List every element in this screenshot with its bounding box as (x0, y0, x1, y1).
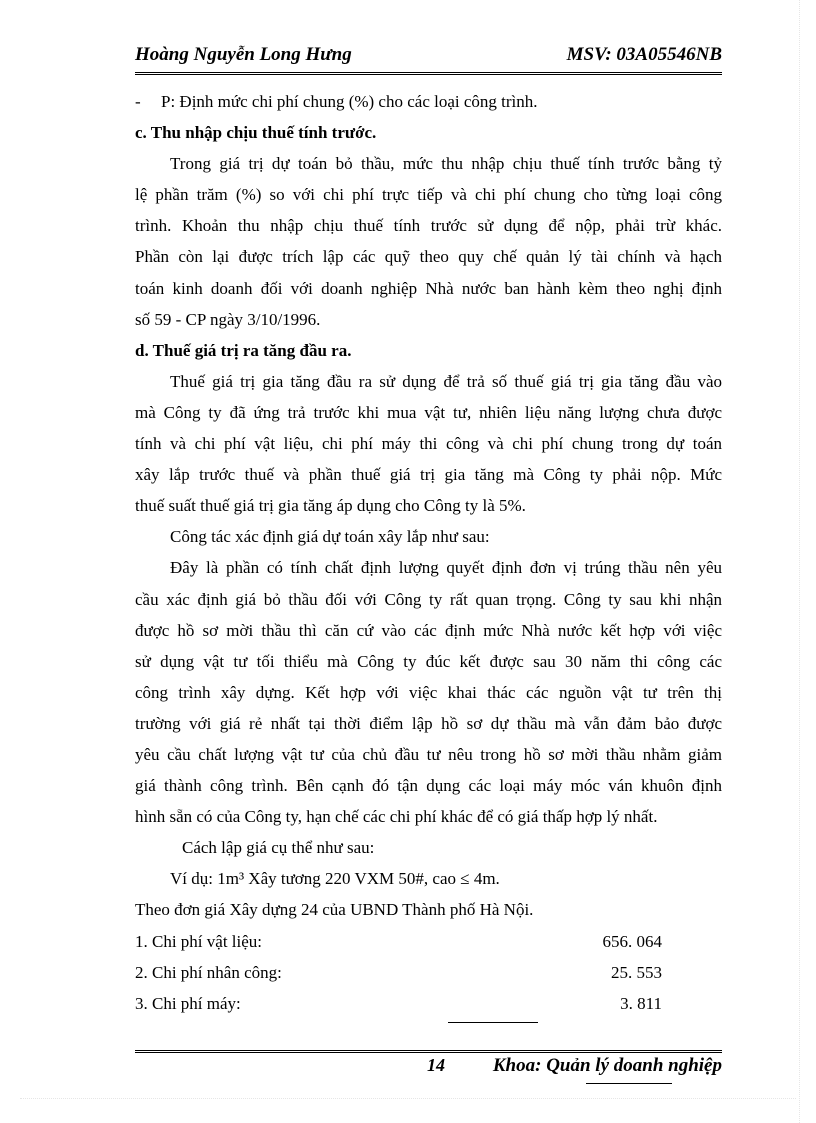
footer-divider (135, 1050, 722, 1054)
paragraph-line (135, 490, 722, 521)
cost-row (135, 988, 722, 1019)
paragraph-line (135, 428, 722, 459)
cost-value: 3. 811 (620, 993, 662, 1013)
sum-underline (448, 1022, 538, 1023)
line-text: hình sẵn có của Công ty, hạn chế các chi phí khác để có giá thấp hợp lý nhất. (135, 807, 658, 827)
paragraph-line (135, 677, 722, 708)
line-text: Ví dụ: 1m³ Xây tương 220 VXM 50#, cao ≤ 4m. (170, 869, 500, 889)
section-heading (135, 117, 722, 148)
page-edge-guide (20, 1098, 796, 1099)
paragraph-line (135, 397, 722, 428)
paragraph-line (135, 86, 722, 117)
line-text: P: Định mức chi phí chung (%) cho các loại công trình. (161, 92, 538, 111)
line-text: giá thành công trình. Bên cạnh đó tận dụng các loại máy móc ván khuôn định (135, 776, 722, 796)
paragraph-line (135, 552, 722, 583)
paragraph-line (135, 366, 722, 397)
paragraph-line (135, 304, 722, 335)
line-text: mà Công ty đã ứng trả trước khi mua vật tư, nhiên liệu năng lượng chưa được (135, 402, 722, 422)
cost-label: 2. Chi phí nhân công: (135, 962, 282, 982)
cost-row (135, 926, 722, 957)
cost-label: 1. Chi phí vật liệu: (135, 931, 263, 951)
line-text: xây lắp trước thuế và phần thuế giá trị gia tăng mà Công ty phải nộp. Mức (135, 465, 722, 485)
line-text: yêu cầu chất lượng vật tư của chủ đầu tư nêu trong hồ sơ mời thầu nhằm giảm (135, 744, 722, 764)
paragraph-line (135, 801, 722, 832)
paragraph-line (135, 584, 722, 615)
page-footer (135, 1055, 722, 1083)
page-number: 14 (427, 1055, 445, 1075)
section-heading (135, 335, 722, 366)
line-text: được hồ sơ mời thầu thì căn cứ vào các định mức Nhà nước kết hợp với việc (135, 620, 722, 640)
faculty-name: Khoa: Quản lý doanh nghiệp (492, 1055, 722, 1076)
line-text: Cách lập giá cụ thể như sau: (182, 838, 375, 858)
paragraph-line (135, 148, 722, 179)
cost-label: 3. Chi phí máy: (135, 993, 241, 1013)
paragraph-line (135, 739, 722, 770)
line-text: số 59 - CP ngày 3/10/1996. (135, 309, 321, 329)
line-text: Phần còn lại được trích lập các quỹ theo quy chế quản lý tài chính và hạch (135, 247, 722, 267)
paragraph-line (135, 521, 722, 552)
paragraph-line (135, 210, 722, 241)
paragraph-line (135, 241, 722, 272)
paragraph-line (135, 646, 722, 677)
line-text: tính và chi phí vật liệu, chi phí máy thi công và chi phí chung trong dự toán (135, 434, 722, 454)
paragraph-line (135, 894, 722, 925)
paragraph-line (135, 459, 722, 490)
paragraph-line (135, 708, 722, 739)
line-text: thuế suất thuế giá trị gia tăng áp dụng cho Công ty là 5%. (135, 496, 526, 516)
line-text: lệ phần trăm (%) so với chi phí trực tiếp và chi phí chung cho từng loại công (135, 185, 722, 205)
page-edge-guide-vertical (799, 0, 800, 1123)
line-text: công trình xây dựng. Kết hợp với việc khai thác các nguồn vật tư trên thị (135, 682, 722, 702)
line-text: Đây là phần có tính chất định lượng quyết định đơn vị trúng thầu nên yêu (170, 558, 722, 578)
author-name: Hoàng Nguyễn Long Hưng (135, 44, 352, 65)
paragraph-line (135, 770, 722, 801)
cost-value: 25. 553 (611, 962, 662, 982)
cost-row (135, 957, 722, 988)
header-divider (135, 72, 722, 76)
line-text: trường với giá rẻ nhất tại thời điểm lập hồ sơ dự thầu mà vẫn đảm bảo được (135, 713, 722, 733)
document-body (135, 86, 722, 1019)
line-text: trình. Khoản thu nhập chịu thuế tính trước sử dụng để nộp, phải trừ khác. (135, 216, 722, 236)
line-text: Theo đơn giá Xây dựng 24 của UBND Thành phố Hà Nội. (135, 900, 534, 920)
line-text: Thuế giá trị gia tăng đầu ra sử dụng để trả số thuế giá trị gia tăng đầu vào (170, 371, 722, 391)
paragraph-line (135, 273, 722, 304)
line-text: c. Thu nhập chịu thuế tính trước. (135, 123, 377, 143)
paragraph-line (135, 832, 722, 863)
paragraph-line (135, 179, 722, 210)
paragraph-line (135, 615, 722, 646)
line-text: d. Thuế giá trị ra tăng đầu ra. (135, 340, 352, 360)
line-text: toán kinh doanh đối với doanh nghiệp Nhà nước ban hành kèm theo nghị định (135, 278, 722, 298)
student-id: MSV: 03A05546NB (566, 44, 722, 65)
line-text: Trong giá trị dự toán bỏ thầu, mức thu nhập chịu thuế tính trước bằng tỷ (170, 154, 722, 174)
page-header (135, 44, 722, 70)
line-text: sử dụng vật tư tối thiểu mà Công ty đúc kết được sau 30 năm thi công các (135, 651, 722, 671)
line-text: Công tác xác định giá dự toán xây lắp như sau: (170, 527, 490, 547)
footer-underline (586, 1083, 672, 1084)
line-text: cầu xác định giá bỏ thầu đối với Công ty rất quan trọng. Công ty sau khi nhận (135, 589, 722, 609)
bullet-marker: - (135, 92, 141, 111)
cost-value: 656. 064 (602, 931, 662, 951)
paragraph-line (135, 863, 722, 894)
